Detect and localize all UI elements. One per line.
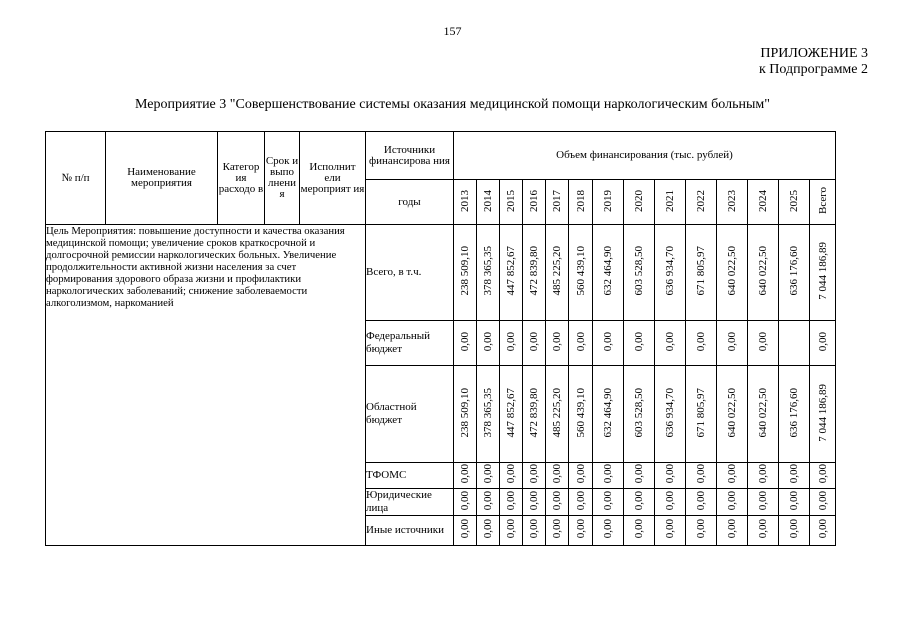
value-cell <box>477 366 500 463</box>
value-cell <box>546 321 569 366</box>
value-text: 238 509,10 <box>459 246 471 296</box>
value-text: 0,00 <box>482 490 494 511</box>
source-label: ТФОМС <box>366 463 454 489</box>
value-text: 632 464,90 <box>602 387 614 438</box>
value-cell <box>686 489 717 516</box>
value-text: 636 934,70 <box>664 387 676 438</box>
value-cell <box>454 321 477 366</box>
value-cell <box>748 321 779 366</box>
header-volume: Объем финансирования (тыс. рублей) <box>454 132 836 180</box>
source-label: Федеральный бюджет <box>366 321 454 366</box>
value-cell <box>546 463 569 489</box>
value-cell <box>810 366 836 463</box>
value-cell <box>624 516 655 546</box>
year-label: 2020 <box>633 189 645 212</box>
value-cell <box>748 516 779 546</box>
year-header <box>569 180 593 225</box>
value-cell <box>624 321 655 366</box>
header-category: Категор ия расходо в <box>218 132 265 225</box>
goal-cell: Цель Мероприятия: повышение доступности и качества оказания медицинской помощи; увеличение сроков краткосрочной и долгосрочной ремиссии наркологических больных. Увеличение продолжительности активной жизни населения за счет формирования здорового образа жизни и профилактики наркологических заболеваний; снижение заболеваемости алкоголизмом, наркоманией <box>46 225 366 546</box>
value-text: 0,00 <box>633 464 645 484</box>
value-cell <box>546 489 569 516</box>
value-text: 0,00 <box>459 331 471 352</box>
value-cell <box>779 489 810 516</box>
value-text: 0,00 <box>695 464 707 484</box>
value-text: 0,00 <box>816 464 829 484</box>
value-text: 0,00 <box>528 490 540 511</box>
value-cell <box>686 516 717 546</box>
year-header <box>477 180 500 225</box>
year-header <box>779 180 810 225</box>
value-text: 0,00 <box>551 519 563 539</box>
value-cell <box>717 463 748 489</box>
value-text: 0,00 <box>664 519 676 539</box>
header-term: Срок и выпо лнени я <box>265 132 300 225</box>
value-text: 0,00 <box>482 331 494 352</box>
value-cell <box>686 463 717 489</box>
value-cell <box>523 463 546 489</box>
value-text: 0,00 <box>528 464 540 484</box>
value-cell <box>655 463 686 489</box>
value-text: 0,00 <box>726 331 738 352</box>
value-cell <box>477 321 500 366</box>
source-label: Всего, в т.ч. <box>366 225 454 321</box>
year-header <box>500 180 523 225</box>
year-header <box>717 180 748 225</box>
value-text: 0,00 <box>757 331 769 352</box>
value-cell <box>593 321 624 366</box>
value-text: 640 022,50 <box>757 387 769 438</box>
value-text: 0,00 <box>551 464 563 484</box>
value-text: 603 528,50 <box>633 246 645 296</box>
source-label: Иные источники <box>366 516 454 546</box>
value-cell <box>624 463 655 489</box>
value-cell <box>569 225 593 321</box>
value-text: 0,00 <box>788 464 800 484</box>
value-cell <box>717 489 748 516</box>
value-text: 0,00 <box>574 490 587 511</box>
appendix-header <box>759 46 868 78</box>
value-cell <box>546 225 569 321</box>
value-text: 603 528,50 <box>633 387 645 438</box>
value-text: 0,00 <box>726 464 738 484</box>
value-cell <box>655 516 686 546</box>
value-cell <box>779 366 810 463</box>
value-text: 0,00 <box>602 331 614 352</box>
value-cell <box>810 516 836 546</box>
value-cell <box>779 516 810 546</box>
value-text: 0,00 <box>528 519 540 539</box>
value-text: 0,00 <box>528 331 540 352</box>
year-label: 2023 <box>726 189 738 212</box>
value-cell <box>717 225 748 321</box>
year-header <box>523 180 546 225</box>
value-cell <box>523 225 546 321</box>
value-cell <box>454 366 477 463</box>
value-text: 0,00 <box>482 519 494 539</box>
value-cell <box>655 225 686 321</box>
value-text: 0,00 <box>459 464 471 484</box>
value-text: 485 225,20 <box>551 387 563 438</box>
value-cell <box>569 321 593 366</box>
year-header <box>655 180 686 225</box>
value-text: 640 022,50 <box>726 387 738 438</box>
value-cell <box>500 321 523 366</box>
value-cell <box>717 321 748 366</box>
value-cell <box>477 225 500 321</box>
value-text: 472 839,80 <box>528 387 540 438</box>
document-title: Мероприятие 3 "Совершенствование системы оказания медицинской помощи наркологическим больным" <box>135 97 770 112</box>
year-header <box>624 180 655 225</box>
value-text: 0,00 <box>602 490 614 511</box>
header-num: № п/п <box>46 132 106 225</box>
year-header <box>546 180 569 225</box>
value-cell <box>779 321 810 366</box>
year-label: 2019 <box>602 189 614 212</box>
value-cell <box>686 366 717 463</box>
value-cell <box>593 489 624 516</box>
header-years-label: годы <box>366 180 454 225</box>
value-text: 0,00 <box>505 519 517 539</box>
value-cell <box>523 489 546 516</box>
value-text: 0,00 <box>482 464 494 484</box>
header-sources: Источники финансирова ния <box>366 132 454 180</box>
value-text: 632 464,90 <box>602 246 614 296</box>
value-text: 0,00 <box>726 490 738 511</box>
value-text: 7 044 186,89 <box>816 242 829 300</box>
value-text: 0,00 <box>757 490 769 511</box>
value-text: 447 852,67 <box>505 387 517 438</box>
year-label: 2018 <box>574 189 587 212</box>
year-header <box>810 180 836 225</box>
value-text: 636 934,70 <box>664 246 676 296</box>
value-cell <box>477 489 500 516</box>
value-cell <box>810 489 836 516</box>
financing-table <box>45 131 836 546</box>
value-text: 0,00 <box>757 464 769 484</box>
value-cell <box>593 366 624 463</box>
value-text: 0,00 <box>459 519 471 539</box>
value-cell <box>779 225 810 321</box>
value-text: 378 365,35 <box>482 246 494 296</box>
value-cell <box>454 516 477 546</box>
table-row <box>46 225 836 321</box>
value-cell <box>500 225 523 321</box>
value-text: 0,00 <box>788 490 800 511</box>
value-text: 485 225,20 <box>551 246 563 296</box>
value-text: 7 044 186,89 <box>816 383 829 442</box>
value-text: 472 839,80 <box>528 246 540 296</box>
value-text: 0,00 <box>633 519 645 539</box>
value-text: 671 805,97 <box>695 246 707 296</box>
value-cell <box>569 516 593 546</box>
value-text: 0,00 <box>664 464 676 484</box>
year-label: 2021 <box>664 189 676 212</box>
value-text: 640 022,50 <box>757 246 769 296</box>
value-cell <box>810 463 836 489</box>
value-cell <box>810 225 836 321</box>
value-text: 0,00 <box>459 490 471 511</box>
value-text: 0,00 <box>695 331 707 352</box>
value-cell <box>717 366 748 463</box>
year-header <box>686 180 717 225</box>
value-cell <box>655 321 686 366</box>
value-text: 0,00 <box>664 490 676 511</box>
value-text: 640 022,50 <box>726 246 738 296</box>
value-cell <box>546 366 569 463</box>
year-label: 2024 <box>757 189 769 212</box>
value-cell <box>454 489 477 516</box>
value-cell <box>523 321 546 366</box>
value-cell <box>569 463 593 489</box>
value-text: 0,00 <box>816 331 829 352</box>
value-cell <box>593 463 624 489</box>
value-text: 0,00 <box>695 519 707 539</box>
value-cell <box>500 366 523 463</box>
year-label: 2022 <box>695 189 707 212</box>
value-cell <box>569 366 593 463</box>
value-cell <box>655 489 686 516</box>
value-cell <box>454 463 477 489</box>
value-text: 447 852,67 <box>505 246 517 296</box>
value-cell <box>624 225 655 321</box>
value-cell <box>655 366 686 463</box>
value-cell <box>748 366 779 463</box>
value-cell <box>546 516 569 546</box>
value-text: 0,00 <box>551 490 563 511</box>
value-text: 0,00 <box>505 490 517 511</box>
value-cell <box>748 225 779 321</box>
value-text: 0,00 <box>574 464 587 484</box>
value-text: 238 509,10 <box>459 387 471 438</box>
value-text: 0,00 <box>664 331 676 352</box>
year-header <box>593 180 624 225</box>
value-cell <box>748 489 779 516</box>
value-text: 0,00 <box>816 519 829 539</box>
value-cell <box>500 516 523 546</box>
value-text: 0,00 <box>602 464 614 484</box>
value-text: 0,00 <box>505 331 517 352</box>
header-executor: Исполнит ели мероприят ия <box>300 132 366 225</box>
value-text: 560 439,10 <box>574 387 587 438</box>
value-cell <box>477 463 500 489</box>
page-number: 157 <box>443 24 462 38</box>
year-header <box>454 180 477 225</box>
year-label: 2016 <box>528 189 540 212</box>
value-cell <box>523 366 546 463</box>
year-label: 2014 <box>482 189 494 212</box>
year-label: 2025 <box>788 189 800 212</box>
value-text: 636 176,60 <box>788 246 800 296</box>
value-cell <box>810 321 836 366</box>
value-cell <box>686 321 717 366</box>
value-cell <box>569 489 593 516</box>
value-text: 0,00 <box>695 490 707 511</box>
appendix-line-2: к Подпрограмме 2 <box>758 62 868 77</box>
value-text: 0,00 <box>551 331 563 352</box>
source-label: Юридические лица <box>366 489 454 516</box>
value-text: 0,00 <box>574 331 587 352</box>
value-text: 0,00 <box>757 519 769 539</box>
year-label: Всего <box>816 187 829 214</box>
value-cell <box>500 463 523 489</box>
value-text: 636 176,60 <box>788 387 800 438</box>
year-header <box>748 180 779 225</box>
source-label: Областной бюджет <box>366 366 454 463</box>
value-text: 0,00 <box>633 331 645 352</box>
value-text: 0,00 <box>505 464 517 484</box>
appendix-line-1: ПРИЛОЖЕНИЕ 3 <box>760 46 868 61</box>
year-label: 2015 <box>505 189 517 212</box>
value-text: 671 805,97 <box>695 387 707 438</box>
year-label: 2013 <box>459 189 471 212</box>
value-cell <box>593 225 624 321</box>
header-name: Наименование мероприятия <box>106 132 218 225</box>
value-text: 0,00 <box>574 519 587 539</box>
value-text: 378 365,35 <box>482 387 494 438</box>
value-text: 0,00 <box>788 519 800 539</box>
value-text: 0,00 <box>816 490 829 511</box>
value-cell <box>686 225 717 321</box>
value-text: 0,00 <box>602 519 614 539</box>
value-cell <box>500 489 523 516</box>
value-cell <box>748 463 779 489</box>
value-cell <box>477 516 500 546</box>
year-label: 2017 <box>551 189 563 212</box>
value-cell <box>593 516 624 546</box>
value-cell <box>624 366 655 463</box>
value-cell <box>717 516 748 546</box>
value-text: 0,00 <box>633 490 645 511</box>
value-text: 560 439,10 <box>574 246 587 296</box>
value-text: 0,00 <box>726 519 738 539</box>
value-cell <box>454 225 477 321</box>
value-cell <box>523 516 546 546</box>
value-cell <box>624 489 655 516</box>
value-cell <box>779 463 810 489</box>
